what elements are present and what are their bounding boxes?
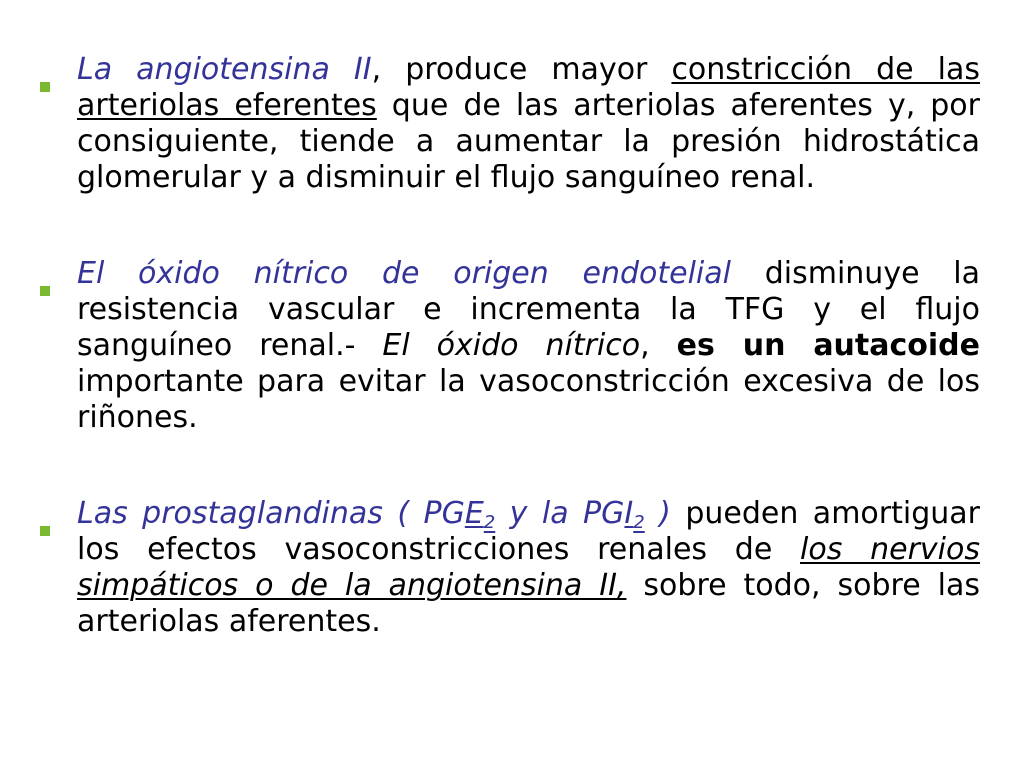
subscript-two: 2 [483,512,496,533]
term-close-paren: ) [644,496,671,531]
bullet-list [40,52,980,700]
text-segment: importante para evitar la vasoconstricción excesiva de los riñones. [77,364,980,435]
text-segment: que de las arteriolas aferentes y, por consiguiente, tiende a aumentar la presión hidrostática glomerular y a disminuir el flujo sanguíneo renal. [77,88,980,195]
bullet-text [77,256,980,436]
bullet-text [77,496,980,640]
text-segment: sobre todo, sobre las arteriolas aferentes. [77,568,980,639]
bullet-item-prostaglandinas [40,496,980,640]
term-letter-i: I [624,496,634,531]
underlined-italic-phrase: los nervios simpáticos o de la angiotensina II, [77,532,980,603]
italic-phrase: El óxido nítrico [382,328,641,363]
bold-phrase: es un autacoide [676,328,980,363]
text-segment: , produce mayor [371,52,672,87]
subscript-two: 2 [633,512,645,533]
bullet-text [77,52,980,196]
term-oxido-nitrico: El óxido nítrico de origen endotelial [77,256,731,291]
bullet-item-angiotensina [40,52,980,196]
text-segment: , [640,328,677,363]
term-angiotensina: La angiotensina II [77,52,372,87]
text-segment: disminuye la resistencia vascular e incrementa la TFG y el flujo sanguíneo renal.- [77,256,980,363]
square-bullet-icon [40,509,50,519]
underlined-phrase: constricción de las arteriolas eferentes [77,52,980,123]
term-letter-e: E [464,496,484,531]
bullet-item-oxido-nitrico [40,256,980,436]
square-bullet-icon [40,65,50,75]
square-bullet-icon [40,269,50,279]
text-segment: pueden amortiguar los efectos vasoconstricciones renales de [77,496,980,567]
term-prostaglandinas: Las prostaglandinas ( PG [77,496,465,531]
term-pgi: y la PG [495,496,625,531]
